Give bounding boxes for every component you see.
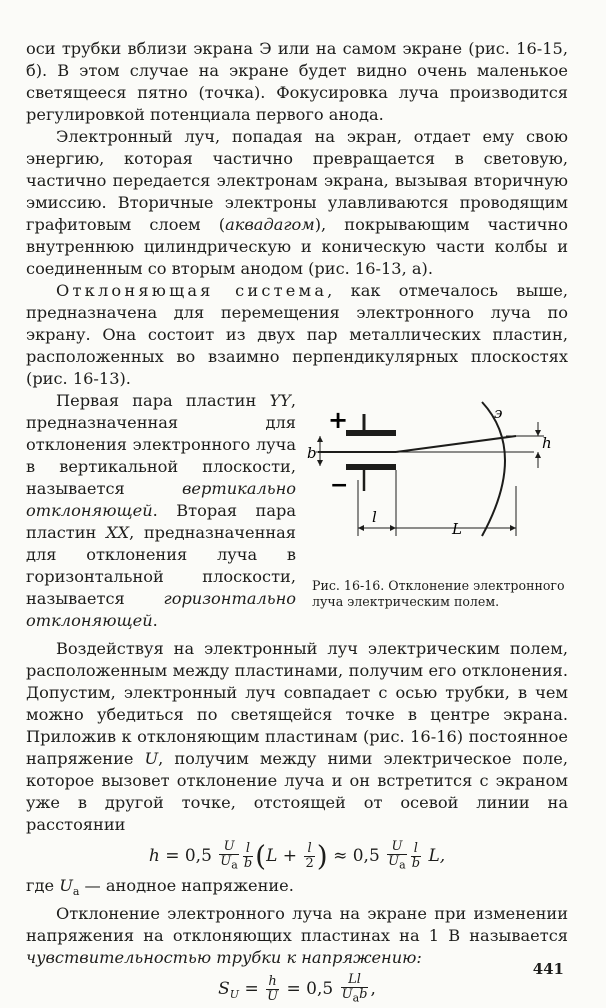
plus-sign: + bbox=[328, 406, 349, 434]
minus-sign: − bbox=[330, 473, 349, 498]
emphasis-akvadag: аквадагом bbox=[225, 215, 315, 234]
paragraph-3: Отклоняющая система, как отмечалось выше, предназначена для перемещения электронного луча по экрану. Она состоит из двух пар металлических пластин, расположенных во взаимно перпендикулярных плоскостях (рис. 16-13). bbox=[26, 281, 568, 388]
page-text bbox=[26, 38, 568, 1008]
term-deflecting-system: Отклоняющая система bbox=[56, 281, 328, 300]
paragraph-6: где $U_а$ — анодное напряжение. bbox=[26, 875, 294, 898]
paragraph-5: Воздействуя на электронный луч электрическим полем, расположенным между пластинами, получим его отклонения. Допустим, электронный луч совпадает с осью трубки, в чем можно убедиться по светящейся точке в центре экрана. Приложив к отклоняющим пластинам (рис. 16-16) постоянное напряжение U, получим между ними электрическое поле, которое вызовет отклонение луча и он встретится с экраном уже в другой точке, отстоящей от осевой линии на расстоянии bbox=[26, 639, 569, 834]
emphasis-vertical: вертикально отклоняющей bbox=[26, 479, 296, 520]
formula-deflection: h = 0,5 $\frac{U}{U_а}$ $\frac{l}{b}$ (L + $\frac{l}{2}$ ) ≈ 0,5 $\frac{U}{U_а}$ $\frac{l}{b}$ L, bbox=[148, 839, 446, 873]
deflection-diagram bbox=[306, 396, 568, 576]
page-number: 441 bbox=[532, 960, 564, 978]
paragraph-4: Первая пара пластин YY, предназначенная для отклонения электронного луча в вертикальной плоскости, называется вертикально отклоняющей. Вторая пара пластин XX, предназначенная для отклонения луча в горизонтальной плоскости, называется горизонтально отклоняющей. bbox=[26, 391, 297, 630]
emphasis-horizontal: горизонтально отклоняющей bbox=[26, 589, 296, 630]
figure-caption: Рис. 16-16. Отклонение электронного луча электрическим полем. bbox=[312, 578, 565, 609]
l-label: l bbox=[372, 508, 377, 526]
paragraph-1: оси трубки вблизи экрана Э или на самом экране (рис. 16-15, б). В этом случае на экране будет видно очень маленькое светящееся пятно (точка). Фокусировка луча производится регулировкой потенциала первого анода. bbox=[26, 39, 568, 124]
b-label: b bbox=[307, 444, 317, 462]
L-label: L bbox=[452, 520, 462, 538]
paragraph-7: Отклонение электронного луча на экране при изменении напряжения на отклоняющих пластинах на 1 В называется чувствительностью трубки к напряжению: bbox=[26, 903, 568, 967]
paragraph-2: Электронный луч, попадая на экран, отдает ему свою энергию, которая частично превращается в световую, частично передается электронам экрана, вызывая вторичную эмиссию. Вторичные электроны улавливаются проводящим графитовым слоем (аквадагом), покрывающим частично внутреннюю цилиндрическую и коническую части колбы и соединенным со вторым анодом (рис. 16-13, а). bbox=[26, 127, 568, 278]
formula-sensitivity: $S_U$ = $\frac{h}{U}$ = 0,5 $\frac{Ll}{U_аb}$ , bbox=[218, 971, 376, 1005]
h-label: h bbox=[542, 434, 552, 452]
emphasis-sensitivity: чувствительностью трубки к напряжению: bbox=[26, 947, 422, 967]
figure-16-16 bbox=[306, 396, 568, 610]
screen-label: э bbox=[494, 404, 503, 422]
